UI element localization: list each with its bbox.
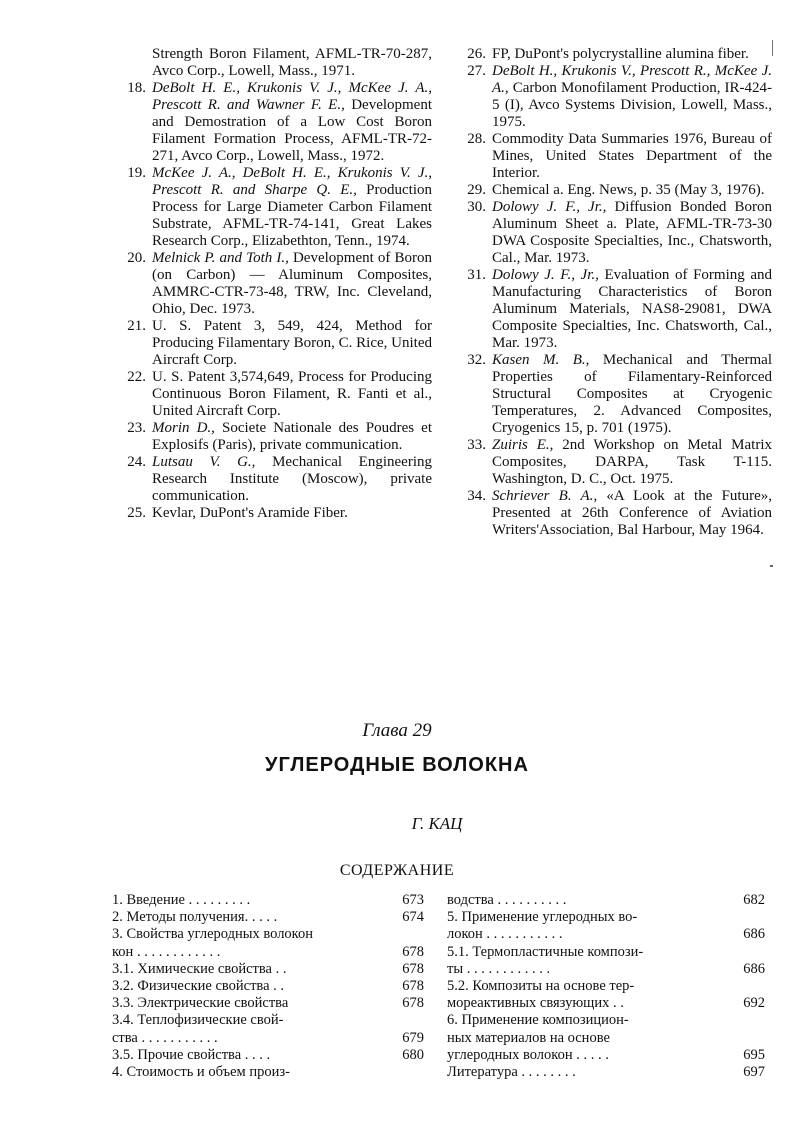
- contents-entry-title: 3.4. Теплофизические свой-: [112, 1012, 284, 1029]
- contents-entry: [112, 995, 424, 1012]
- contents-entry-title: кон . . . . . . . . . . . .: [112, 943, 221, 960]
- contents-entry-title: мореактивных связующих . .: [447, 995, 624, 1012]
- contents-entry-page: 686: [743, 960, 765, 977]
- reference-authors: DeBolt H. E., Krukonis V. J., McKee J. A., Prescott R. and Wawner F. E.,: [152, 80, 432, 113]
- reference-authors: Schriever B. A.,: [492, 488, 598, 504]
- reference-number: 22.: [127, 369, 146, 385]
- reference-item: [452, 63, 772, 131]
- contents-entry-page: 678: [402, 995, 424, 1012]
- contents-entry-page: 678: [402, 943, 424, 960]
- contents-entry-title: 3.5. Прочие свойства . . . .: [112, 1046, 271, 1063]
- reference-authors: Melnick P. and Toth I.,: [152, 250, 289, 266]
- reference-number: 34.: [467, 488, 486, 504]
- contents-entry: [447, 926, 765, 943]
- contents-entry-title: водства . . . . . . . . . .: [447, 892, 567, 908]
- contents-entry: [447, 978, 765, 995]
- references-right-column: [452, 46, 772, 539]
- contents-entry-title: 5. Применение углеродных во-: [447, 909, 638, 926]
- reference-item: [112, 454, 432, 505]
- reference-item: [112, 318, 432, 369]
- contents-entry: [112, 961, 424, 978]
- contents-entry-title: ты . . . . . . . . . . . .: [447, 960, 551, 977]
- reference-text: [152, 454, 432, 505]
- chapter-author: Г. КАЦ: [411, 814, 463, 833]
- reference-text: [152, 505, 432, 522]
- contents-entry-title: локон . . . . . . . . . . .: [447, 926, 563, 943]
- contents-entry: [112, 1047, 424, 1064]
- reference-body: Evaluation of Forming and Manufacturing Characteristics of Boron Aluminum Materials, NAS8-29081, DWA Composite Specialties, Inc. Chatsworth, Cal., Mar. 1973.: [492, 267, 772, 351]
- reference-body: Mechanical and Thermal Properties of Filamentary-Reinforced Structural Composites at Cryogenic Temperatures, 2. Advanced Composites, Cryogenics 15, p. 701 (1975).: [492, 352, 772, 436]
- contents-entry-page: 674: [402, 909, 424, 926]
- reference-authors: Zuiris E.,: [492, 437, 554, 453]
- reference-text: [152, 250, 432, 318]
- contents-entry-page: 695: [743, 1046, 765, 1063]
- reference-text: [492, 437, 772, 488]
- contents-entry-title: 3.2. Физические свойства . .: [112, 978, 285, 995]
- margin-dot-mark: [770, 565, 773, 567]
- reference-body: Development and Demostration of a Low Cost Boron Filament Formation Process, AFML-TR-72-271, Avco Corp., Lowell, Mass., 1972.: [152, 97, 433, 164]
- contents-entry-title: 4. Стоимость и объем произ-: [112, 1064, 290, 1081]
- margin-tick-mark: [772, 40, 773, 56]
- contents-left-column: [112, 892, 424, 1081]
- contents-entry-page: 692: [743, 995, 765, 1012]
- contents-entry-title: 2. Методы получения. . . . .: [112, 909, 278, 926]
- contents-entry: [112, 944, 424, 961]
- contents-entry: [112, 1030, 424, 1047]
- contents-entry: [112, 909, 424, 926]
- contents-entry-page: 673: [402, 892, 424, 908]
- reference-body: 2nd Workshop on Metal Matrix Composites, DARPA, Task T-115. Washington, D. C., Oct. 1975.: [492, 437, 772, 487]
- contents-entry: [447, 1030, 765, 1047]
- reference-body: Production Process for Large Diameter Carbon Filament Substrate, AFML-TR-74-141, Great Lakes Research Corp., Elizabethton, Tenn., 1974.: [152, 182, 432, 249]
- contents-entry: [447, 909, 765, 926]
- reference-body: Societe Nationale des Poudres et Explosifs (Paris), private communication.: [152, 420, 432, 453]
- reference-body: U. S. Patent 3, 549, 424, Method for Producing Filamentary Boron, C. Rice, United Aircraft Corp.: [152, 318, 432, 368]
- contents-entry-title: ства . . . . . . . . . . .: [112, 1029, 218, 1046]
- reference-body: Development of Boron (on Carbon) — Aluminum Composites, AMMRC-CTR-73-48, TRW, Inc. Cleveland, Ohio, Dec. 1973.: [152, 250, 432, 317]
- reference-text: [492, 131, 772, 182]
- contents-entry-title: Литература . . . . . . . .: [447, 1064, 576, 1081]
- contents-entry-page: 680: [402, 1046, 424, 1063]
- contents-entry-page: 678: [402, 978, 424, 995]
- contents-entry-page: 697: [743, 1064, 765, 1081]
- reference-number: 29.: [467, 182, 486, 198]
- chapter-title: УГЛЕРОДНЫЕ ВОЛОКНА: [265, 754, 529, 776]
- contents-entry: [112, 1064, 424, 1081]
- reference-item: [112, 420, 432, 454]
- reference-item: [452, 488, 772, 539]
- reference-number: 25.: [127, 505, 146, 521]
- reference-authors: DeBolt H., Krukonis V., Prescott R., McKee J. A.,: [492, 63, 772, 96]
- reference-text: [492, 352, 772, 437]
- reference-number: 20.: [127, 250, 146, 266]
- reference-item: [112, 505, 432, 522]
- reference-authors: Kasen M. B.,: [492, 352, 590, 368]
- reference-item: [452, 437, 772, 488]
- reference-text: [492, 46, 772, 63]
- reference-number: 26.: [467, 46, 486, 62]
- contents-entry-title: 5.2. Композиты на основе тер-: [447, 978, 635, 995]
- reference-body: Strength Boron Filament, AFML-TR-70-287, Avco Corp., Lowell, Mass., 1971.: [152, 46, 432, 79]
- reference-item: [112, 369, 432, 420]
- contents-entry: [112, 892, 424, 909]
- reference-item: [452, 199, 772, 267]
- reference-text: [492, 63, 772, 131]
- reference-number: 18.: [127, 80, 146, 96]
- reference-number: 31.: [467, 267, 486, 283]
- reference-number: 24.: [127, 454, 146, 470]
- reference-text: [152, 420, 432, 454]
- reference-authors: Lutsau V. G.,: [152, 454, 256, 470]
- reference-number: 23.: [127, 420, 146, 436]
- reference-item: [452, 182, 772, 199]
- reference-body: Commodity Data Summaries 1976, Bureau of Mines, United States Department of the Interior.: [492, 131, 772, 181]
- reference-body: FP, DuPont's polycrystalline alumina fiber.: [492, 46, 749, 62]
- reference-text: [112, 46, 432, 80]
- contents-entry-page: 686: [743, 926, 765, 943]
- reference-number: 33.: [467, 437, 486, 453]
- contents-entry: [447, 1047, 765, 1064]
- reference-body: Mechanical Engineering Research Institute (Moscow), private communication.: [152, 454, 432, 504]
- reference-text: [492, 182, 772, 199]
- reference-body: «A Look at the Future», Presented at 26th Conference of Aviation Writers'Association, Bal Harbour, May 1964.: [492, 488, 773, 538]
- contents-entry: [112, 1012, 424, 1029]
- contents-entry-title: углеродных волокон . . . . .: [447, 1046, 609, 1063]
- reference-item: [452, 131, 772, 182]
- chapter-label: Глава 29: [362, 720, 432, 741]
- reference-number: 32.: [467, 352, 486, 368]
- reference-item: [452, 267, 772, 352]
- reference-item: [452, 46, 772, 63]
- reference-item: [112, 46, 432, 80]
- reference-text: [492, 488, 772, 539]
- contents-entry: [447, 961, 765, 978]
- contents-right-column: [447, 892, 765, 1081]
- contents-entry: [447, 1064, 765, 1081]
- reference-item: [452, 352, 772, 437]
- reference-authors: McKee J. A., DeBolt H. E., Krukonis V. J., Prescott R. and Sharpe Q. E.,: [152, 165, 432, 198]
- reference-number: 28.: [467, 131, 486, 147]
- contents-entry-page: 682: [743, 892, 765, 908]
- reference-number: 21.: [127, 318, 146, 334]
- reference-text: [492, 267, 772, 352]
- reference-authors: Dolowy J. F., Jr.,: [492, 199, 607, 215]
- contents-entry: [447, 1012, 765, 1029]
- reference-body: U. S. Patent 3,574,649, Process for Producing Continuous Boron Filament, R. Fanti et al., United Aircraft Corp.: [152, 369, 432, 419]
- reference-item: [112, 250, 432, 318]
- contents-entry-title: 3. Свойства углеродных волокон: [112, 926, 313, 943]
- contents-heading: СОДЕРЖАНИЕ: [339, 862, 455, 879]
- contents-entry: [447, 892, 765, 909]
- reference-text: [152, 369, 432, 420]
- contents-entry: [112, 978, 424, 995]
- reference-text: [492, 199, 772, 267]
- contents-entry: [447, 995, 765, 1012]
- reference-body: Kevlar, DuPont's Aramide Fiber.: [152, 505, 348, 521]
- reference-body: Chemical a. Eng. News, p. 35 (May 3, 1976).: [492, 182, 765, 198]
- reference-text: [152, 80, 432, 165]
- reference-text: [152, 318, 432, 369]
- contents-entry-page: 678: [402, 960, 424, 977]
- reference-item: [112, 165, 432, 250]
- reference-authors: Morin D.,: [152, 420, 215, 436]
- reference-number: 19.: [127, 165, 146, 181]
- references-left-column: [112, 46, 432, 522]
- contents-entry-title: 5.1. Термопластичные компози-: [447, 943, 644, 960]
- contents-entry-title: 3.3. Электрические свойства: [112, 995, 289, 1012]
- contents-entry-title: 6. Применение композицион-: [447, 1012, 629, 1029]
- contents-entry: [447, 944, 765, 961]
- reference-item: [112, 80, 432, 165]
- contents-entry-page: 679: [402, 1029, 424, 1046]
- reference-body: Carbon Monofilament Production, IR-424-5 (I), Avco Systems Division, Lowell, Mass., 1975.: [492, 80, 773, 130]
- contents-entry-title: 1. Введение . . . . . . . . .: [112, 892, 251, 908]
- reference-number: 27.: [467, 63, 486, 79]
- contents-entry: [112, 926, 424, 943]
- contents-entry-title: ных материалов на основе: [447, 1029, 610, 1046]
- contents-entry-title: 3.1. Химические свойства . .: [112, 960, 287, 977]
- reference-authors: Dolowy J. F., Jr.,: [492, 267, 599, 283]
- reference-number: 30.: [467, 199, 486, 215]
- reference-body: Diffusion Bonded Boron Aluminum Sheet a. Plate, AFML-TR-73-30 DWA Cosposite Specialties, Inc., Chatsworth, Cal., Mar. 1973.: [492, 199, 772, 266]
- reference-text: [152, 165, 432, 250]
